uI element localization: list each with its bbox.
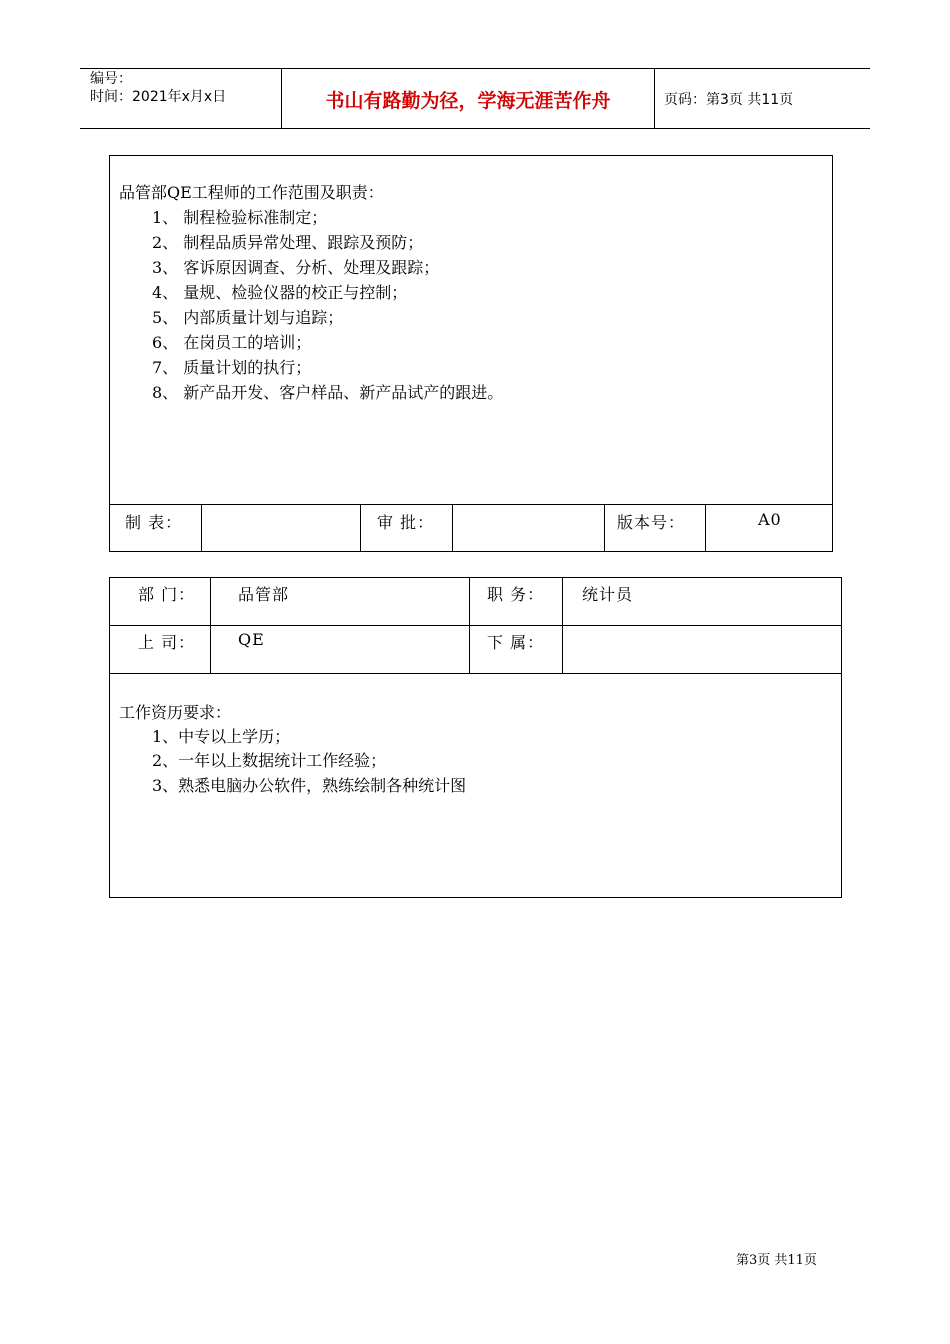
dept-value: 品管部 [238, 585, 290, 604]
duties-item: 4、 量规、检验仪器的校正与控制； [152, 283, 408, 302]
duties-item: 8、 新产品开发、客户样品、新产品试产的跟进。 [152, 383, 504, 402]
header-divider-2 [654, 68, 655, 128]
statistician-divider-3 [562, 577, 563, 673]
duties-item: 5、 内部质量计划与追踪； [152, 308, 344, 327]
header-meta [90, 70, 226, 106]
position-label: 职 务： [487, 585, 545, 604]
dept-label: 部 门： [138, 585, 196, 604]
position-value: 统计员 [582, 585, 634, 604]
made-by-label: 制 表： [125, 513, 183, 532]
statistician-divider-2 [469, 577, 470, 673]
header-bottom-line [80, 128, 870, 129]
header-top-line [80, 68, 870, 69]
header-time-label: 时间：2021年x月x日 [90, 89, 227, 105]
requirements-item: 3、熟悉电脑办公软件，熟练绘制各种统计图 [152, 776, 467, 795]
statistician-row-line-2 [109, 673, 842, 674]
version-label: 版本号： [617, 513, 686, 532]
duties-title: 品管部QE工程师的工作范围及职责： [119, 183, 384, 202]
duties-footer-divider-3 [452, 504, 453, 552]
statistician-row-line-1 [109, 625, 842, 626]
duties-item: 3、 客诉原因调查、分析、处理及跟踪； [152, 258, 440, 277]
statistician-divider-1 [210, 577, 211, 673]
requirements-title: 工作资历要求： [119, 703, 232, 722]
superior-value: QE [238, 630, 265, 649]
superior-label: 上 司： [138, 633, 196, 652]
duties-item: 6、 在岗员工的培训； [152, 333, 312, 352]
requirements-item: 1、中专以上学历； [152, 727, 291, 746]
duties-footer-divider-1 [201, 504, 202, 552]
duties-footer-divider-4 [604, 504, 605, 552]
duties-footer-divider-2 [360, 504, 361, 552]
duties-footer-line [109, 504, 833, 505]
duties-item: 2、 制程品质异常处理、跟踪及预防； [152, 233, 424, 252]
header-page-info: 页码：第3页 共11页 [664, 92, 794, 108]
header-motto: 书山有路勤为径，学海无涯苦作舟 [325, 90, 611, 112]
duties-item: 1、 制程检验标准制定； [152, 208, 328, 227]
approve-label: 审 批： [377, 513, 435, 532]
requirements-item: 2、一年以上数据统计工作经验； [152, 751, 387, 770]
duties-footer-divider-5 [705, 504, 706, 552]
version-value: A0 [758, 510, 782, 529]
header-number-label: 编号： [90, 71, 132, 87]
duties-item: 7、 质量计划的执行； [152, 358, 312, 377]
subordinate-label: 下 属： [487, 633, 545, 652]
footer-page-info: 第3页 共11页 [736, 1253, 817, 1268]
